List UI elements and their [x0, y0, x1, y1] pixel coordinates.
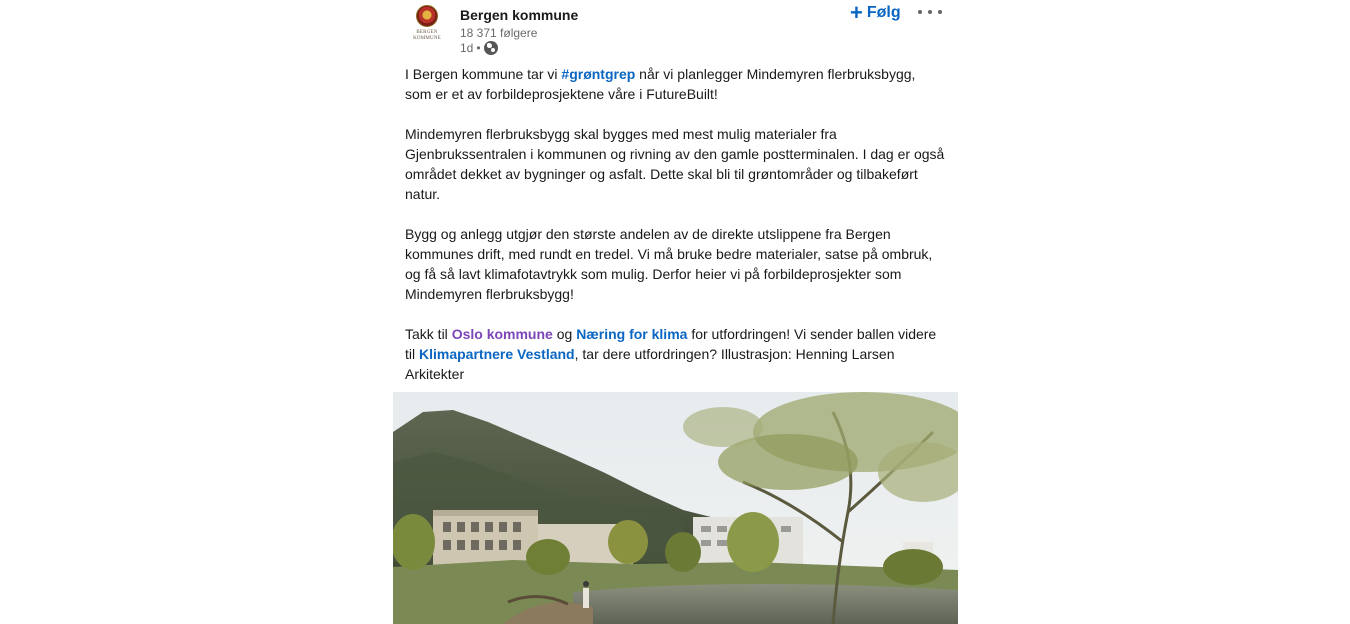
follower-count: 18 371 følgere: [460, 26, 538, 40]
architecture-illustration: [393, 392, 958, 624]
company-logo[interactable]: [411, 5, 443, 47]
ellipsis-dot-icon: [938, 10, 942, 14]
text-segment: , tar dere utfordringen? Illustrasjon: Henning Larsen Arkitekter: [405, 346, 895, 382]
plus-icon: +: [850, 0, 863, 25]
ellipsis-dot-icon: [918, 10, 922, 14]
author-name[interactable]: Bergen kommune: [460, 7, 579, 23]
post-time: 1d: [460, 41, 474, 55]
ellipsis-dot-icon: [928, 10, 932, 14]
city-seal-icon: [416, 5, 438, 27]
logo-text-line1: BERGEN: [416, 30, 438, 35]
text-segment: for utfordringen! Vi sender ballen videre til: [405, 326, 937, 362]
hashtag-link[interactable]: #grøntgrep: [561, 66, 636, 82]
post-paragraph-4: [405, 324, 945, 384]
mention-klimapartnere-vestland[interactable]: Klimapartnere Vestland: [419, 346, 575, 362]
post-meta: [460, 41, 498, 55]
feed-post: [393, 0, 958, 624]
mention-naering-for-klima[interactable]: Næring for klima: [576, 326, 688, 342]
follow-label: Følg: [866, 4, 901, 21]
more-options-button[interactable]: [918, 4, 942, 20]
follow-button[interactable]: [850, 2, 901, 24]
globe-icon: [484, 41, 498, 55]
post-paragraph-1: [405, 64, 945, 104]
text-segment: når vi planlegger Mindemyren flerbruksbygg, som er et av forbildeprosjektene våre i FutureBuilt!: [405, 66, 916, 102]
text-segment: Takk til: [405, 326, 452, 342]
post-image[interactable]: [393, 392, 958, 624]
post-header: [393, 0, 958, 62]
logo-text-line2: KOMMUNE: [413, 36, 441, 41]
post-paragraph-2: Mindemyren flerbruksbygg skal bygges med mest mulig materialer fra Gjenbrukssentralen i kommunen og rivning av den gamle postterminalen. I dag er også området dekket av bygninger og asfalt. Dette skal bli til grøntområder og tilbakeført natur.: [405, 126, 945, 202]
logo-wordmark: [413, 30, 441, 42]
text-segment: og: [552, 326, 577, 342]
post-paragraph-3: Bygg og anlegg utgjør den største andelen av de direkte utslippene fra Bergen kommunes drift, med rundt en tredel. Vi må bruke bedre materialer, satse på ombruk, og få så lavt klimafotavtrykk som mulig. Derfor heier vi på forbildeprosjekter som Mindemyren flerbruksbygg!: [405, 226, 933, 302]
post-text: [405, 64, 945, 404]
text-segment: I Bergen kommune tar vi: [405, 66, 562, 82]
mention-oslo-kommune[interactable]: Oslo kommune: [451, 326, 553, 342]
meta-separator: •: [476, 41, 481, 55]
